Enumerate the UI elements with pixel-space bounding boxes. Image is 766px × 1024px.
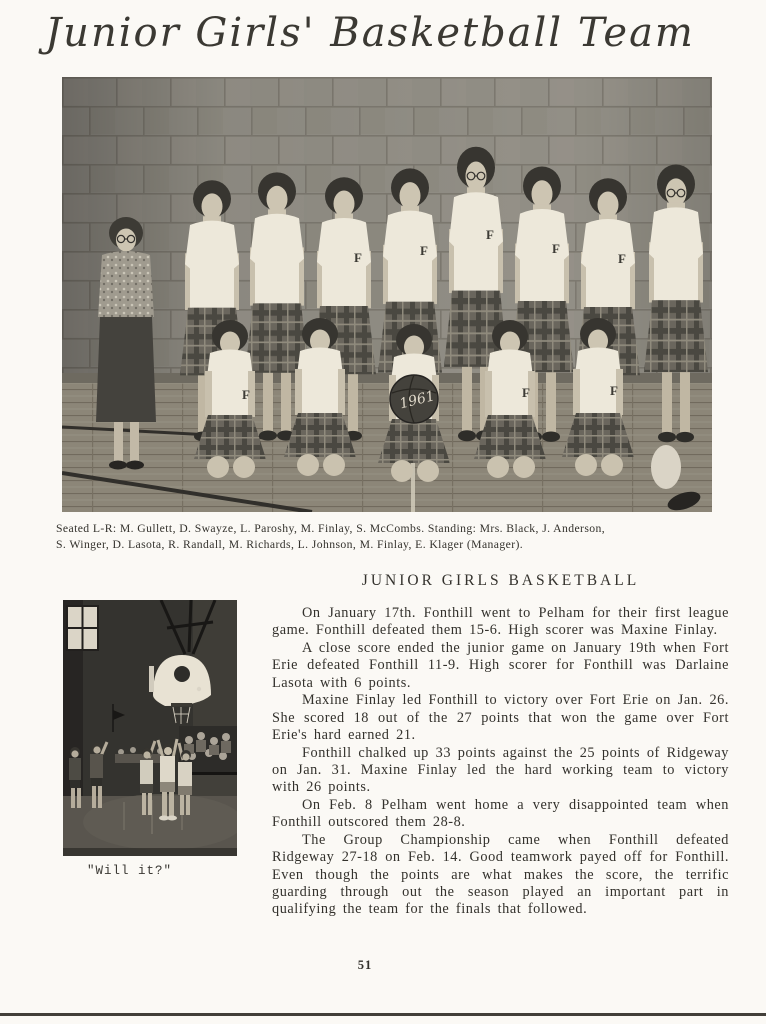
article-paragraph: On Feb. 8 Pelham went home a very disappointed team when Fonthill outscored them 28-8. (272, 796, 729, 831)
svg-text:F: F (354, 250, 362, 265)
article-column (272, 572, 729, 919)
team-photo-caption (56, 521, 716, 554)
team-photo (62, 77, 712, 512)
page-number: 51 (357, 958, 373, 972)
team-photo-illustration (62, 77, 712, 512)
svg-text:F: F (552, 241, 560, 256)
gym-window (67, 606, 98, 650)
caption-line: Seated L-R: M. Gullett, D. Swayze, L. Paroshy, M. Finlay, S. McCombs. Standing: Mrs. Black, J. Anderson, (56, 522, 606, 535)
page-bottom-rule (0, 1013, 766, 1016)
basketball (390, 375, 438, 423)
article-paragraph: A close score ended the junior game on January 19th when Fort Erie defeated Fonthill 11-9. High scorer for Fonthill was Darlaine Lasota with 6 points. (272, 639, 729, 691)
action-photo-caption: "Will it?" (87, 864, 173, 878)
svg-text:F: F (242, 387, 250, 402)
caption-line: S. Winger, D. Lasota, R. Randall, M. Richards, L. Johnson, M. Finlay, E. Klager (Manager). (56, 538, 524, 552)
svg-text:F: F (618, 251, 626, 266)
svg-text:F: F (486, 227, 494, 242)
article-paragraph: Maxine Finlay led Fonthill to victory over Fort Erie on Jan. 26. She scored 18 out of the 27 points that won the game over Fort Erie's hard earned 21. (272, 692, 729, 744)
action-photo (63, 600, 237, 856)
article-paragraph: The Group Championship came when Fonthill defeated Ridgeway 27-18 on Feb. 14. Good teamwork payed off for Fonthill. Even though the points are what makes the score, the terrific guarding through out the season played an important part in qualifying the team for the finals that followed. (272, 831, 729, 918)
article-paragraph: Fonthill chalked up 33 points against the 25 points of Ridgeway on Jan. 31. Maxine Finlay led the hard working team to victory with 26 points. (272, 744, 729, 796)
article-paragraph: On January 17th. Fonthill went to Pelham for their first league game. Fonthill defeated them 15-6. High scorer was Maxine Finlay. (272, 605, 729, 639)
action-photo-illustration (63, 600, 237, 856)
basketball-year: 1961 (397, 388, 437, 413)
article-heading: JUNIOR GIRLS BASKETBALL (361, 572, 640, 589)
svg-text:F: F (420, 243, 428, 258)
svg-text:F: F (522, 385, 530, 400)
svg-text:F: F (610, 383, 618, 398)
page-title: Junior Girls' Basketball Team (45, 10, 695, 56)
